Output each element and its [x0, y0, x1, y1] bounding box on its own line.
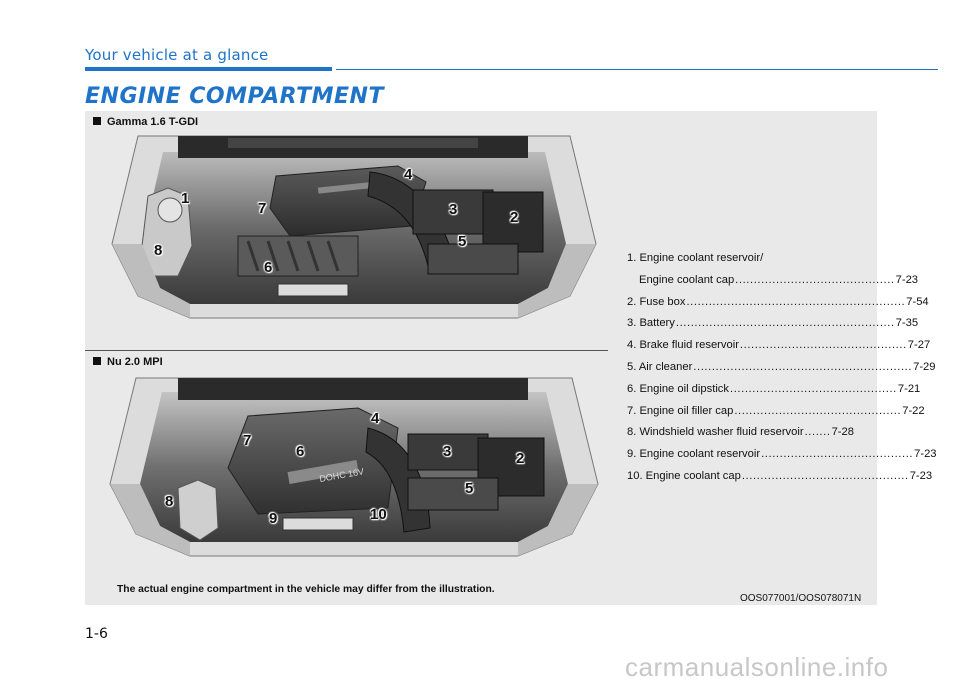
legend-item — [627, 339, 931, 361]
header-rule-thin — [336, 69, 938, 70]
legend-item — [627, 360, 936, 383]
engine-badge: DOHC 16V — [318, 466, 365, 484]
watermark: carmanualsonline.info — [625, 652, 889, 682]
legend-dots: ............................................. — [730, 382, 897, 395]
square-bullet-icon — [93, 357, 101, 365]
callout-7: 7 — [258, 200, 267, 217]
callout-3: 3 — [443, 443, 452, 460]
legend-item — [627, 317, 919, 339]
callout-8: 8 — [154, 242, 163, 259]
legend-dots: ............................................. — [739, 339, 907, 352]
legend-page-ref: 7-23 — [895, 273, 919, 286]
callout-5: 5 — [458, 233, 467, 250]
legend-item — [627, 382, 921, 405]
legend-item-text: 3. Battery — [627, 317, 675, 330]
header-rule-thick — [85, 67, 332, 71]
legend-page-ref: 7-21 — [897, 382, 921, 395]
mpi-label — [93, 356, 163, 368]
callout-6: 6 — [296, 443, 305, 460]
gdi-engine-illustration — [108, 126, 600, 322]
callout-3: 3 — [449, 201, 458, 218]
section-title: Your vehicle at a glance — [85, 46, 269, 64]
component-legend — [627, 252, 937, 492]
callout-2: 2 — [510, 209, 519, 226]
legend-item — [627, 426, 853, 448]
callout-8: 8 — [165, 493, 174, 510]
callout-10: 10 — [370, 506, 387, 523]
callout-4: 4 — [371, 410, 380, 427]
legend-page-ref: 7-27 — [907, 339, 931, 352]
callout-7: 7 — [243, 432, 252, 449]
legend-item-text: 1. Engine coolant reservoir/ — [627, 252, 764, 264]
legend-dots: ............................................. — [734, 404, 902, 417]
callout-5: 5 — [465, 480, 474, 497]
square-bullet-icon — [93, 117, 101, 125]
mpi-label-text: Nu 2.0 MPI — [107, 356, 163, 368]
legend-item-text: 2. Fuse box — [627, 295, 686, 308]
callout-9: 9 — [269, 510, 278, 527]
legend-item — [627, 252, 853, 274]
legend-item-text: Engine coolant cap — [639, 273, 735, 286]
legend-dots: ......................................... — [761, 448, 914, 461]
legend-item-text: 8. Windshield washer fluid reservoir — [627, 426, 804, 439]
legend-page-ref: 7-35 — [895, 317, 919, 330]
illustration-note: The actual engine compartment in the vehicle may differ from the illustration. — [117, 584, 495, 595]
legend-dots: ....... — [804, 426, 831, 439]
legend-item — [627, 469, 933, 492]
mpi-engine-illustration — [108, 368, 600, 560]
legend-dots: ........................................................... — [675, 317, 895, 330]
legend-item — [627, 295, 929, 318]
legend-dots: ........................................................... — [686, 295, 906, 308]
legend-item — [627, 404, 925, 427]
legend-dots: ............................................. — [741, 469, 909, 482]
legend-dots: ........................................... — [735, 273, 895, 286]
legend-page-ref: 7-22 — [902, 404, 925, 417]
legend-page-ref: 7-23 — [914, 448, 937, 461]
callout-1: 1 — [181, 190, 190, 207]
legend-page-ref: 7-28 — [831, 426, 854, 439]
legend-item-text: 4. Brake fluid reservoir — [627, 339, 739, 352]
legend-item — [627, 448, 937, 470]
figure-divider — [85, 350, 608, 351]
legend-item — [627, 273, 919, 296]
callout-4: 4 — [404, 166, 413, 183]
legend-page-ref: 7-54 — [906, 295, 929, 308]
page-title: ENGINE COMPARTMENT — [85, 84, 384, 109]
legend-item-text: 5. Air cleaner — [627, 360, 693, 373]
legend-item-text: 6. Engine oil dipstick — [627, 382, 729, 395]
legend-page-ref: 7-23 — [909, 469, 933, 482]
callout-6: 6 — [264, 259, 273, 276]
legend-item-text: 10. Engine coolant cap — [627, 469, 741, 482]
legend-page-ref: 7-29 — [913, 360, 936, 373]
image-code: OOS077001/OOS078071N — [740, 593, 862, 604]
legend-item-text: 7. Engine oil filler cap — [627, 404, 734, 417]
gdi-label-text: Gamma 1.6 T-GDI — [107, 116, 199, 128]
page-number: 1-6 — [85, 626, 108, 642]
legend-item-text: 9. Engine coolant reservoir — [627, 448, 761, 461]
callout-2: 2 — [516, 450, 525, 467]
legend-dots: ........................................................... — [693, 360, 913, 373]
